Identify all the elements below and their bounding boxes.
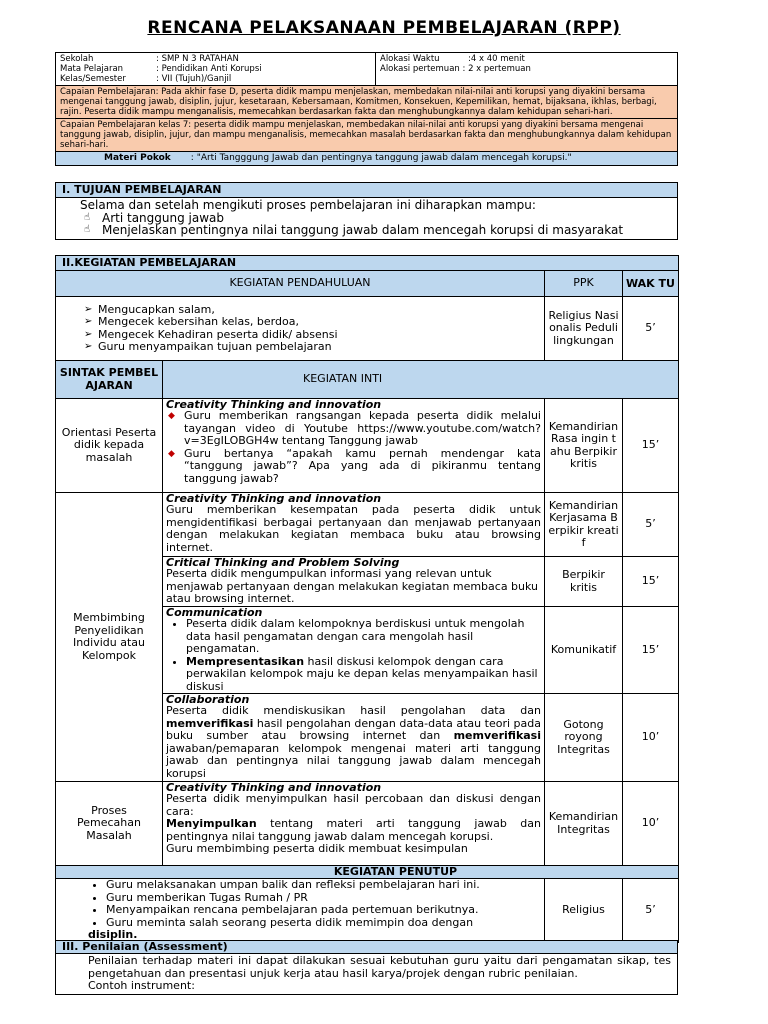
- identity-row: [60, 54, 371, 64]
- capaian-text: : Pada akhir fase D, peserta didik mampu menjelaskan, membedakan nilai-nilai anti korupsi yang diyakini bersama mengenai tanggung jawab, disiplin, jujur, kesetaraan, Kebersamaan, Komitmen, Konsekuen, Kepemilikan, hemat, bijaksana, ikhlas, berbagi, rajin. Peserta didik mampu menganalisis, memecahkan berdasarkan fakta dan menghubungkannya dalam kehidupan sehari-hari.: [60, 87, 657, 117]
- capaian-kelas-text: : peserta didik mampu menjelaskan, membedakan nilai-nilai anti korupsi yang diyakini bersama mengenai tanggung jawab, disiplin, jujur, dan mampu menganalisis, memecahkan masalah berdasarkan fakta dan menghubungkannya dalam kehidupan sehari-hari.: [60, 120, 672, 150]
- penutup-list: [86, 879, 541, 929]
- identity-right: [376, 53, 678, 86]
- materi-pokok: [56, 152, 678, 166]
- col-ppk: PPK: [545, 271, 623, 297]
- inti-heading: Creativity Thinking and innovation: [166, 781, 382, 794]
- bold-term: Menyimpulkan: [166, 817, 257, 830]
- tujuan-section: [55, 182, 678, 240]
- identity-value: :4 x 40 menit: [468, 54, 525, 64]
- penutup-cell: [56, 879, 545, 943]
- tujuan-list: [80, 212, 671, 237]
- waktu-cell: 15’: [623, 399, 679, 493]
- inti-m3: [163, 607, 545, 694]
- ppk-cell: Gotong royong Integritas: [545, 694, 623, 782]
- inti-heading: Creativity Thinking and innovation: [166, 492, 382, 505]
- inti-text: [166, 818, 541, 843]
- identity-row: [60, 74, 371, 84]
- capaian-kelas: [56, 119, 678, 152]
- capaian-kelas-label: Capaian Pembelajaran kelas 7: [60, 120, 189, 130]
- identity-left: [56, 53, 376, 86]
- identity-key: Alokasi pertemuan: [380, 64, 460, 74]
- inti-text: Peserta didik mengumpulkan informasi yang relevan untuk menjawab pertanyaan dengan melakukan kegiatan membaca buku atau browsing internet.: [166, 567, 539, 605]
- list-item: ◆ Guru bertanya “apakah kamu pernah mendengar kata “tanggung jawab”? Apa yang ada di pikiranmu tentang tanggung jawab?: [184, 448, 541, 486]
- inti-text: Peserta didik menyimpulkan hasil percobaan dan diskusi dengan cara:: [166, 792, 541, 818]
- ppk-cell: Kemandirian Kerjasama Berpikir kreatif: [545, 493, 623, 557]
- list-item: • Guru memberikan Tugas Rumah / PR: [106, 892, 541, 905]
- waktu-cell: 5’: [623, 879, 679, 943]
- waktu-cell: 5’: [623, 297, 679, 361]
- inti-heading: Creativity Thinking and innovation: [166, 398, 382, 411]
- inti-list: [166, 618, 541, 693]
- identity-value: : VII (Tujuh)/Ganjil: [156, 74, 232, 84]
- inti-m1: [163, 493, 545, 557]
- penilaian-header: III. Penilaian (Assessment): [56, 941, 678, 954]
- identity-key: Sekolah: [60, 54, 94, 64]
- bold-term: memverifikasi: [453, 729, 541, 742]
- penutup-header: KEGIATAN PENUTUP: [56, 866, 679, 879]
- penilaian-body: [56, 954, 678, 995]
- tujuan-header: I. TUJUAN PEMBELAJARAN: [56, 183, 678, 198]
- ppk-cell: Religius Nasionalis Peduli lingkungan: [545, 297, 623, 361]
- list-item: ➢ Mengucapkan salam,: [98, 304, 541, 317]
- identity-key: Alokasi Waktu: [380, 54, 440, 64]
- list-item: • Peserta didik dalam kelompoknya berdiskusi untuk mengolah data hasil pengamatan dengan cara mengolah hasil pengamatan.: [186, 618, 541, 656]
- text-run: hasil pengolahan dengan data-data atau teori pada buku sumber atau browsing internet dan: [166, 716, 541, 742]
- penilaian-section: [55, 940, 678, 995]
- identity-row: [60, 64, 371, 74]
- col-pendahuluan: KEGIATAN PENDAHULUAN: [56, 271, 545, 297]
- col-inti: KEGIATAN INTI: [163, 361, 679, 399]
- inti-list: [166, 410, 541, 485]
- waktu-cell: 15’: [623, 607, 679, 694]
- list-item: ☝ Menjelaskan pentingnya nilai tanggung jawab dalam mencegah korupsi di masyarakat: [102, 224, 671, 237]
- kegiatan-header: II.KEGIATAN PEMBELAJARAN: [56, 256, 679, 271]
- inti-heading: Collaboration: [166, 693, 250, 706]
- inti-text: Guru membimbing peserta didik membuat kesimpulan: [166, 842, 468, 855]
- col-sintak: SINTAK PEMBELAJARAN: [56, 361, 163, 399]
- waktu-cell: 5’: [623, 493, 679, 557]
- identity-row: [380, 64, 673, 74]
- kegiatan-section: [55, 255, 678, 943]
- ppk-cell: Berpikir kritis: [545, 557, 623, 607]
- bold-term: Mempresentasikan: [186, 654, 305, 668]
- ppk-cell: Religius: [545, 879, 623, 943]
- list-item: • Guru melaksanakan umpan balik dan refleksi pembelajaran hari ini.: [106, 879, 541, 892]
- identity-value: : SMP N 3 RATAHAN: [156, 54, 239, 64]
- identity-section: [55, 52, 678, 166]
- tujuan-body: [56, 198, 678, 240]
- text-run: jawaban/pemaparan kelompok mengenai materi arti tanggung jawab dan pentingnya nilai tanggung jawab dalam mencegah korupsi: [166, 741, 541, 780]
- list-item: ➢ Guru menyampaikan tujuan pembelajaran: [98, 341, 541, 354]
- ppk-cell: Komunikatif: [545, 607, 623, 694]
- text-run: tentang materi arti tanggung jawab dan pentingnya nilai tanggung jawab dalam mencegah korupsi.: [166, 817, 541, 843]
- pendahuluan-cell: [56, 297, 545, 361]
- penilaian-text: Penilaian terhadap materi ini dapat dilakukan sesuai kebutuhan guru yaitu dari pengamatan sikap, tes pengetahuan dan presentasi unjuk kerja atau hasil karya/projek dengan rubric penilaian.: [88, 954, 671, 980]
- text-run: Peserta didik mendiskusikan hasil pengolahan data dan: [166, 704, 541, 717]
- ppk-cell: Kemandirian Rasa ingin tahu Berpikir kritis: [545, 399, 623, 493]
- inti-proses: [163, 782, 545, 866]
- inti-m4: [163, 694, 545, 782]
- ppk-cell: Kemandirian Integritas: [545, 782, 623, 866]
- identity-key: Kelas/Semester: [60, 74, 126, 84]
- inti-m2: [163, 557, 545, 607]
- capaian-pembelajaran: [56, 86, 678, 119]
- list-item-text: hasil diskusi kelompok dengan cara perwakilan kelompok maju ke depan kelas menyampaikan hasil diskusi: [186, 654, 538, 693]
- list-item: ➢ Mengecek kebersihan kelas, berdoa,: [98, 316, 541, 329]
- materi-label: Materi Pokok: [104, 153, 171, 163]
- list-item: • Guru meminta salah seorang peserta didik memimpin doa dengan: [106, 917, 541, 930]
- waktu-cell: 15’: [623, 557, 679, 607]
- col-waktu: WAK TU: [623, 271, 679, 297]
- waktu-cell: 10’: [623, 694, 679, 782]
- list-item: • Menyampaikan rencana pembelajaran pada pertemuan berikutnya.: [106, 904, 541, 917]
- identity-value: : 2 x pertemuan: [462, 64, 531, 74]
- inti-orientasi: [163, 399, 545, 493]
- sintak-membimbing: Membimbing Penyelidikan Individu atau Kelompok: [56, 493, 163, 782]
- list-item: ☝ Arti tanggung jawab: [102, 212, 671, 225]
- inti-text: [166, 705, 541, 780]
- list-item: ◆ Guru memberikan rangsangan kepada peserta didik melalui tayangan video di Youtube https://www.youtube.com/watch?v=3EgILOBGH4w tentang Tanggung jawab: [184, 410, 541, 448]
- sintak-proses: Proses Pemecahan Masalah: [56, 782, 163, 866]
- list-item: [186, 656, 541, 694]
- pendahuluan-list: [76, 304, 541, 354]
- identity-row: [380, 54, 673, 64]
- penilaian-contoh: Contoh instrument:: [88, 979, 195, 992]
- inti-heading: Communication: [166, 606, 263, 619]
- list-item: ➢ Mengecek Kehadiran peserta didik/ absensi: [98, 329, 541, 342]
- sintak-orientasi: Orientasi Peserta didik kepada masalah: [56, 399, 163, 493]
- capaian-label: Capaian Pembelajaran: [60, 87, 156, 97]
- page-title: RENCANA PELAKSANAAN PEMBELAJARAN (RPP): [147, 18, 621, 38]
- bold-term: memverifikasi: [166, 716, 254, 730]
- identity-value: : Pendidikan Anti Korupsi: [156, 64, 262, 74]
- inti-text: Guru memberikan kesempatan pada peserta didik untuk mengidentifikasi berbagai pertanyaan dan menjawab pertanyaan dengan melakukan kegiatan membaca buku atau browsing internet.: [166, 503, 541, 554]
- inti-heading: Critical Thinking and Problem Solving: [166, 556, 400, 569]
- waktu-cell: 10’: [623, 782, 679, 866]
- identity-key: Mata Pelajaran: [60, 64, 124, 74]
- materi-text: : "Arti Tangggung Jawab dan pentingnya tanggung jawab dalam mencegah korupsi.": [190, 153, 572, 163]
- tujuan-intro: Selama dan setelah mengikuti proses pembelajaran ini diharapkan mampu:: [80, 198, 536, 212]
- bold-term: disiplin.: [88, 928, 138, 941]
